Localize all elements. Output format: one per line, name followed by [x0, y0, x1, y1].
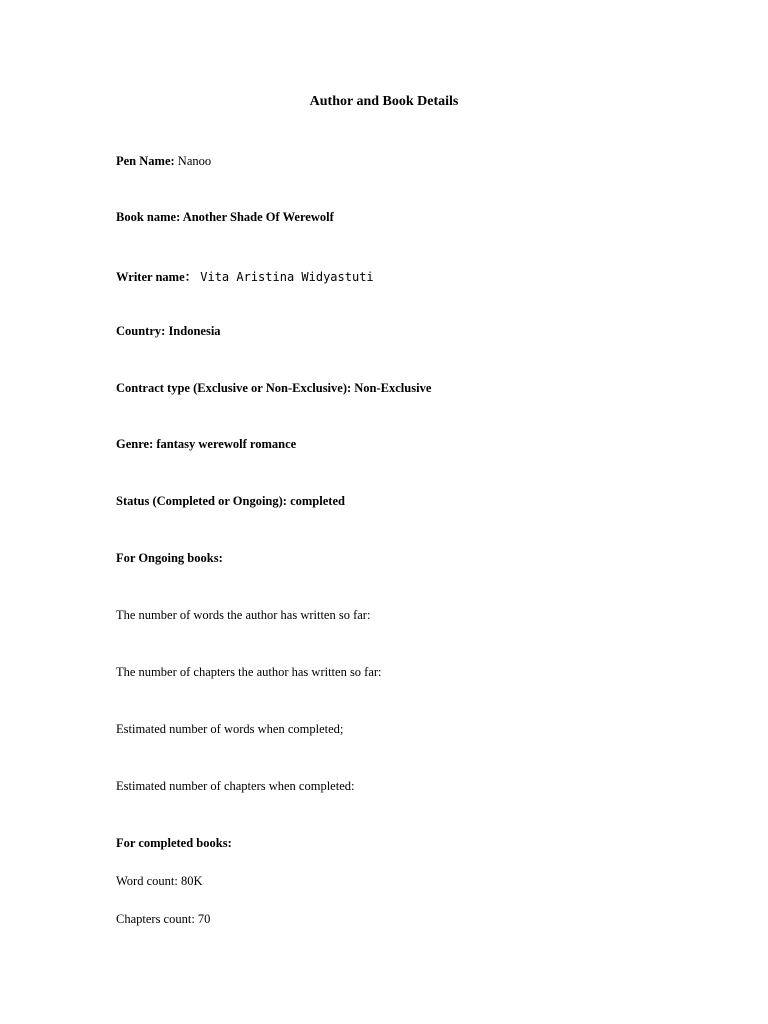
- contract-type-label: Contract type (Exclusive or Non-Exclusive):: [116, 381, 352, 395]
- ongoing-heading: For Ongoing books:: [116, 551, 223, 565]
- contract-type-value: Non-Exclusive: [354, 381, 432, 395]
- country-value: Indonesia: [168, 324, 221, 338]
- book-name-row: [116, 210, 334, 225]
- pen-name-label: Pen Name:: [116, 154, 175, 168]
- writer-name-label: Writer name：: [116, 270, 198, 284]
- status-label: Status (Completed or Ongoing):: [116, 494, 287, 508]
- country-row: [116, 324, 221, 339]
- status-value: completed: [290, 494, 345, 508]
- pen-name-row: [116, 154, 211, 169]
- ongoing-words-line: The number of words the author has written so far:: [116, 608, 371, 622]
- ongoing-chapters-line: The number of chapters the author has written so far:: [116, 665, 382, 679]
- book-name-label: Book name:: [116, 210, 181, 224]
- genre-label: Genre:: [116, 437, 154, 451]
- contract-type-row: [116, 381, 431, 396]
- page-title: Author and Book Details: [309, 94, 459, 109]
- genre-row: [116, 437, 296, 452]
- pen-name-value: Nanoo: [177, 154, 212, 168]
- status-row: [116, 494, 345, 509]
- writer-name-row: [116, 267, 374, 285]
- writer-name-value: Vita Aristina Widyastuti: [200, 270, 374, 284]
- chapters-count-line: Chapters count: 70: [116, 912, 211, 926]
- country-label: Country:: [116, 324, 166, 338]
- word-count-line: Word count: 80K: [116, 874, 203, 888]
- book-name-value: Another Shade Of Werewolf: [182, 210, 334, 224]
- genre-value: fantasy werewolf romance: [156, 437, 297, 451]
- completed-heading: For completed books:: [116, 836, 232, 850]
- estimated-chapters-line: Estimated number of chapters when completed:: [116, 779, 355, 793]
- estimated-words-line: Estimated number of words when completed;: [116, 722, 344, 736]
